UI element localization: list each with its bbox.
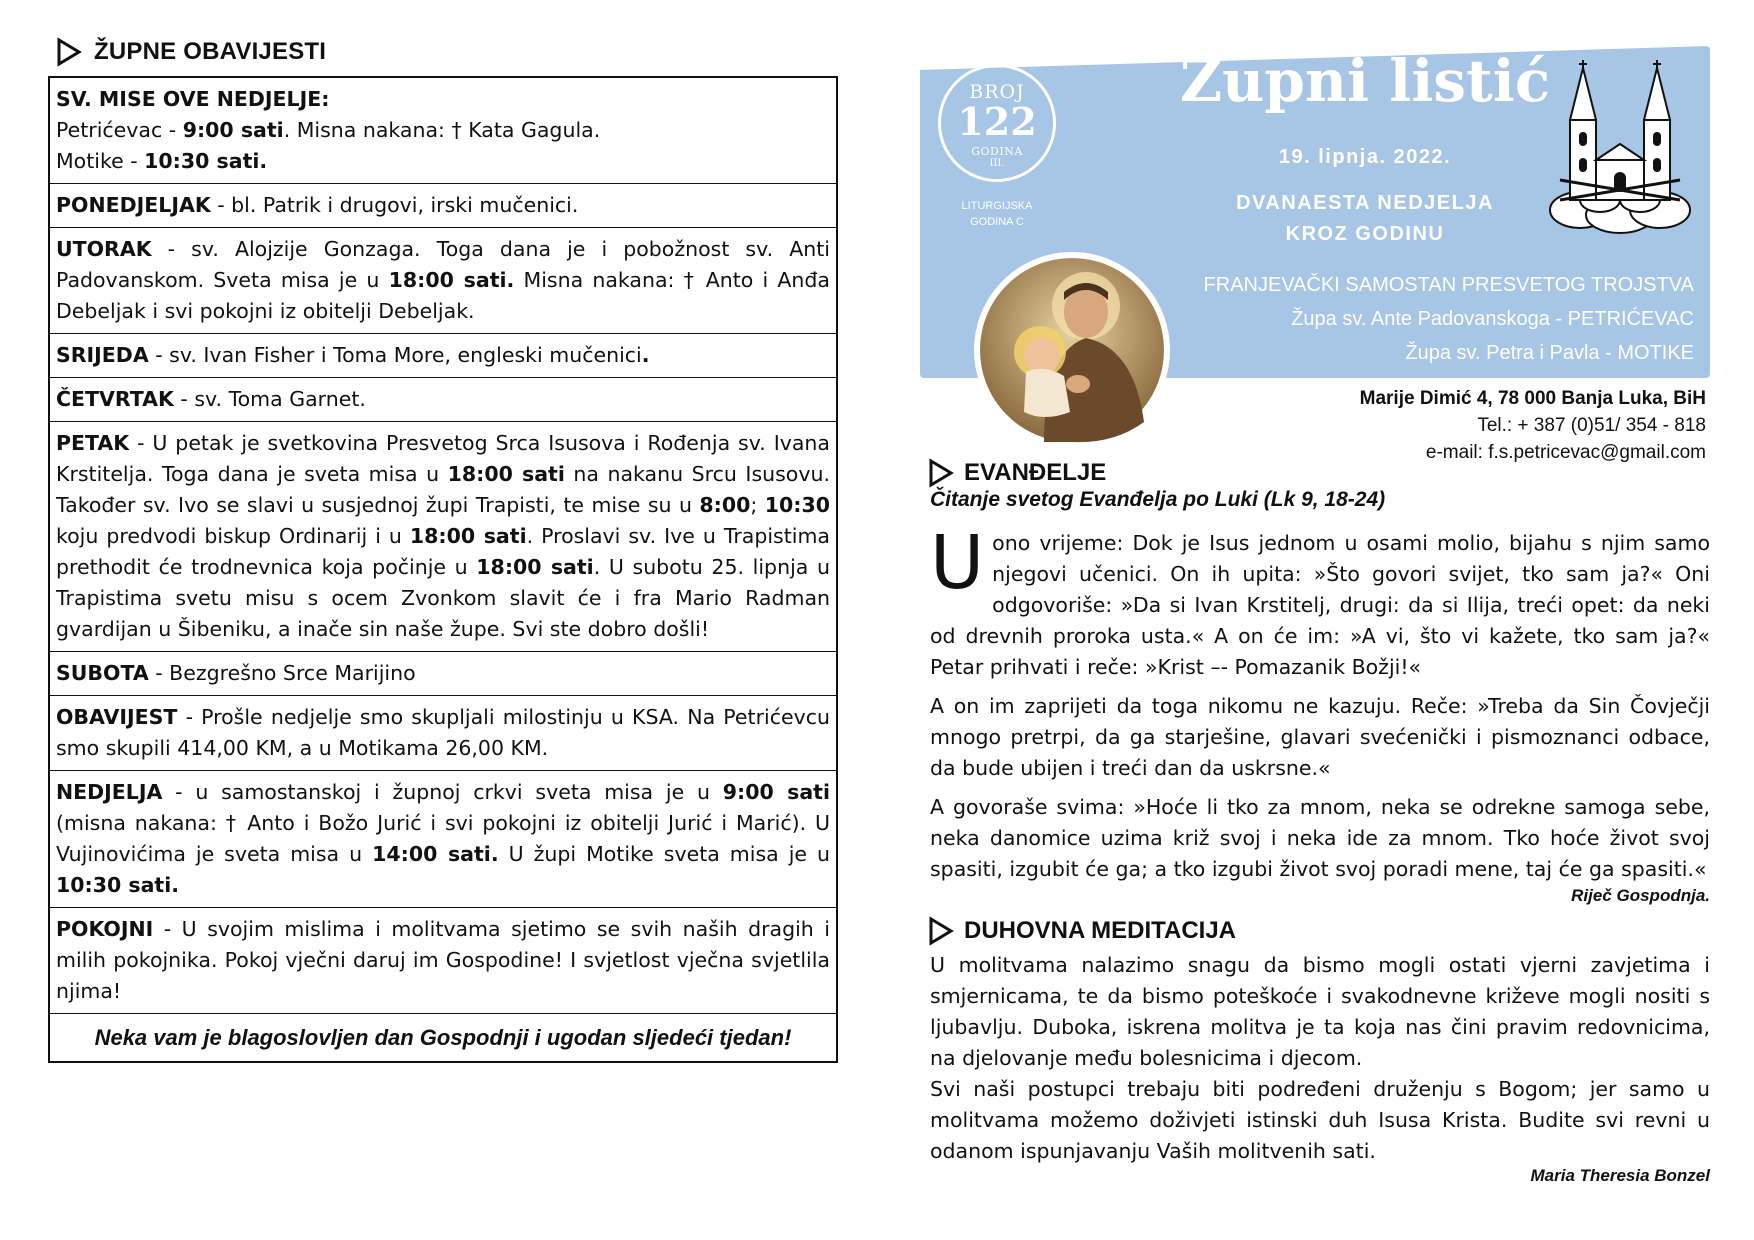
notices-table	[48, 76, 838, 1063]
bold-text: .	[641, 343, 650, 367]
bold-text: 10:30 sati.	[144, 149, 268, 173]
gospel-heading-text: EVANĐELJE	[964, 459, 1107, 486]
notice-row-tuesday	[50, 227, 836, 333]
liturgical-year	[938, 198, 1056, 230]
gospel-paragraph-1-text: ono vrijeme: Dok je Isus jednom u osami molio, bijahu s njim samo njegovi učenici. On ih upita: »Što govori svijet, tko sam ja?« Oni odgovoriše: »Da si Ivan Krstitelj, drugi: da si Ilija, treći opet: da neki od drevnih proroka usta.« A on će im: »A vi, što vi kažete, tko sam ja?« Petar prihvati i reče: »Krist –- Pomazanik Božji!«	[930, 531, 1710, 679]
bold-text: 14:00 sati.	[372, 842, 499, 866]
meditation-paragraph-2: Svi naši postupci trebaju biti podređeni druženju s Bogom; jer samo u molitvama možemo doživjeti istinski duh Isusa Krista. Budite svi revni u odanom ispunjavanju Vaših molitvenih sati.	[930, 1077, 1710, 1163]
bold-text: 18:00 sati	[409, 524, 527, 548]
bold-text: OBAVIJEST	[56, 705, 178, 729]
gospel-signature: Riječ Gospodnja.	[1571, 886, 1710, 905]
notices-footer: Neka vam je blagoslovljen dan Gospodnji i ugodan sljedeći tjedan!	[50, 1013, 836, 1061]
notice-row-deceased	[50, 907, 836, 1013]
bold-text: SV. MISE OVE NEDJELJE:	[56, 87, 330, 111]
notice-row-wednesday	[50, 333, 836, 377]
bold-text: 18:00 sati	[447, 462, 565, 486]
issue-badge	[938, 64, 1056, 182]
bold-text: 9:00 sati	[722, 780, 830, 804]
notice-row-thursday	[50, 377, 836, 421]
meditation-text	[930, 950, 1710, 1167]
liturgical-year-line-2: GODINA C	[970, 216, 1024, 228]
gospel-subtitle: Čitanje svetog Evanđelja po Luki (Lk 9, 18-24)	[930, 488, 1386, 511]
bold-text: 8:00	[699, 493, 751, 517]
parish-1: Župa sv. Ante Padovanskoga - PETRIĆEVAC	[1291, 308, 1694, 330]
notice-row-sunday	[50, 770, 836, 907]
issue-date: 19. lipnja. 2022.	[1278, 146, 1452, 168]
monastery-name: FRANJEVAČKI SAMOSTAN PRESVETOG TROJSTVA	[1203, 274, 1694, 296]
notice-row-saturday	[50, 651, 836, 695]
liturgical-year-line-1: LITURGIJSKA	[961, 200, 1033, 212]
notice-line: PETAK - U petak je svetkovina Presvetog Srca Isusova i Rođenja sv. Ivana Krstitelja. Toga dana je sveta misa u 18:00 sati na nakanu Srcu Isusovu. Također sv. Ivo se slavi u susjednoj župi Trapisti, te mise su u 8:00; 10:30 koju predvodi biskup Ordinarij i u 18:00 sati. Proslavi sv. Ive u Trapistima prethodit će trodnevnica koja počinje u 18:00 sati. U subotu 25. lipnja u Trapistima svetu misu s ocem Zvonkom slavit će i fra Mario Radman gvardijan u Šibeniku, a inače sin naše župe. Svi ste dobro došli!	[56, 431, 830, 641]
notice-row-sunday-masses	[50, 78, 836, 183]
sunday-name-line-2: KROZ GODINU	[1285, 223, 1445, 245]
notice-line: UTORAK - sv. Alojzije Gonzaga. Toga dana je i pobožnost sv. Anti Padovanskom. Sveta misa je u 18:00 sati. Misna nakana: † Anto i Anđa Debeljak i svi pokojni iz obitelji Debeljak.	[56, 237, 830, 323]
meditation-heading-text: DUHOVNA MEDITACIJA	[964, 917, 1237, 944]
gospel-paragraph-2: A on im zaprijeti da toga nikomu ne kazuju. Reče: »Treba da Sin Čovječji mnogo pretrpi, da ga starješine, glavari svećenički i pismoznanci odbace, da bude ubijen i treći dan da uskrsne.«	[930, 694, 1710, 780]
notice-row-monday	[50, 183, 836, 227]
meditation-signature: Maria Theresia Bonzel	[1530, 1166, 1710, 1185]
notice-line: NEDJELJA - u samostanskoj i župnoj crkvi sveta misa je u 9:00 sati (misna nakana: † Anto i Božo Jurić i svi pokojni iz obitelji Jurić i Marić). U Vujinovićima je sveta misa u 14:00 sati. U župi Motike sveta misa je u 10:30 sati.	[56, 780, 831, 897]
bold-text: 10:30 sati.	[56, 873, 180, 897]
bold-text: 18:00 sati.	[388, 268, 515, 292]
bold-text: 9:00 sati	[182, 118, 284, 142]
bold-text: PETAK	[56, 431, 130, 455]
sunday-name-line-1: DVANAESTA NEDJELJA	[1236, 192, 1494, 214]
notices-heading-text: ŽUPNE OBAVIJESTI	[94, 38, 327, 65]
issue-number: 122	[957, 99, 1037, 144]
monastery-info	[1204, 268, 1694, 370]
gospel-heading	[928, 458, 1106, 488]
notice-line: Petrićevac - 9:00 sati. Misna nakana: † Kata Gagula.	[56, 118, 601, 142]
notice-line: ČETVRTAK - sv. Toma Garnet.	[56, 387, 366, 411]
saint-anthony-medallion-icon	[974, 252, 1170, 448]
triangle-bullet-icon	[928, 916, 954, 946]
email[interactable]: e-mail: f.s.petricevac@gmail.com	[1425, 442, 1706, 463]
meditation-heading	[928, 916, 1236, 946]
bold-text: NEDJELJA	[56, 780, 163, 804]
issue-label: BROJ	[969, 81, 1025, 103]
bold-text: UTORAK	[56, 237, 152, 261]
bold-text: 18:00 sati	[476, 555, 594, 579]
notice-line: POKOJNI - U svojim mislima i molitvama sjetimo se svih naših dragih i milih pokojnika. Pokoj vječni daruj im Gospodine! I svjetlost vječna svjetlila njima!	[56, 917, 830, 1003]
gospel-paragraph-1	[930, 520, 1710, 683]
notice-line: OBAVIJEST - Prošle nedjelje smo skupljali milostinju u KSA. Na Petrićevcu smo skupili 414,00 KM, a u Motikama 26,00 KM.	[56, 705, 830, 760]
notice-line: Motike - 10:30 sati.	[56, 149, 268, 173]
notice-line	[56, 84, 830, 115]
meditation-paragraph-1: U molitvama nalazimo snagu da bismo mogli ostati vjerni zavjetima i smjernicama, te da bismo poteškoće i svakodnevne križeve mogli nositi s ljubavlju. Duboka, iskrena molitva je ta koja nas čini pravim redovnicima, na djelovanje među bolesnicima i djecom.	[930, 953, 1710, 1070]
notice-line: PONEDJELJAK - bl. Patrik i drugovi, irski mučenici.	[56, 193, 579, 217]
sunday-name	[1170, 188, 1560, 250]
triangle-bullet-icon	[928, 458, 954, 488]
bold-text: 10:30	[764, 493, 830, 517]
year-label: GODINA	[971, 145, 1023, 158]
notice-line: SRIJEDA - sv. Ivan Fisher i Toma More, engleski mučenici.	[56, 343, 650, 367]
bold-text: PONEDJELJAK	[56, 193, 211, 217]
notice-line: SUBOTA - Bezgrešno Srce Marijino	[56, 661, 416, 685]
contact-info	[1360, 385, 1706, 466]
notices-heading	[56, 34, 326, 70]
bold-text: SUBOTA	[56, 661, 149, 685]
bold-text: SRIJEDA	[56, 343, 149, 367]
drop-cap: U	[930, 520, 985, 606]
telephone: Tel.: + 387 (0)51/ 354 - 818	[1477, 415, 1706, 436]
bold-text: ČETVRTAK	[56, 387, 174, 411]
year-value: III.	[989, 158, 1005, 169]
gospel-text	[930, 520, 1710, 893]
parish-2: Župa sv. Petra i Pavla - MOTIKE	[1405, 342, 1694, 364]
church-logo-icon	[1540, 60, 1700, 235]
bold-text: POKOJNI	[56, 917, 154, 941]
gospel-paragraph-3: A govoraše svima: »Hoće li tko za mnom, neka se odrekne samoga sebe, neka danomice uzima križ svoj i neka ide za mnom. Tko hoće život svoj spasiti, izgubit će ga; a tko izgubi život svoj poradi mene, taj će ga spasiti.«	[930, 795, 1710, 881]
page-title: Župni listić	[1179, 47, 1551, 115]
notice-row-friday	[50, 421, 836, 651]
triangle-bullet-icon	[56, 37, 82, 67]
notice-row-announcement	[50, 695, 836, 770]
address: Marije Dimić 4, 78 000 Banja Luka, BiH	[1359, 388, 1706, 409]
